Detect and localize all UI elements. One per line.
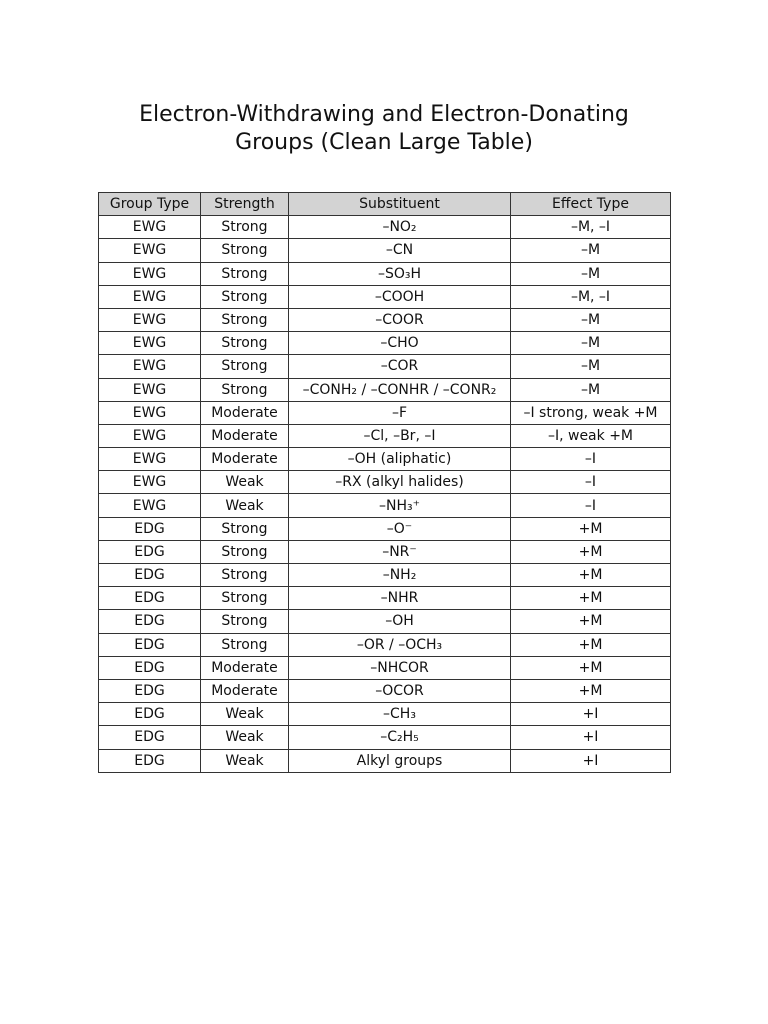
cell-effect-type: –M xyxy=(511,332,671,355)
cell-effect-type: +M xyxy=(511,633,671,656)
cell-substituent: –Cl, –Br, –I xyxy=(289,424,511,447)
table-row xyxy=(99,216,671,239)
cell-substituent: –OCOR xyxy=(289,679,511,702)
cell-strength: Weak xyxy=(201,494,289,517)
cell-strength: Moderate xyxy=(201,424,289,447)
cell-effect-type: +M xyxy=(511,679,671,702)
cell-group-type: EDG xyxy=(99,633,201,656)
cell-group-type: EDG xyxy=(99,726,201,749)
table-row xyxy=(99,703,671,726)
cell-group-type: EWG xyxy=(99,285,201,308)
cell-substituent: –NH₂ xyxy=(289,564,511,587)
cell-effect-type: +M xyxy=(511,656,671,679)
cell-substituent: –NHCOR xyxy=(289,656,511,679)
cell-strength: Strong xyxy=(201,285,289,308)
cell-substituent: –RX (alkyl halides) xyxy=(289,471,511,494)
cell-group-type: EWG xyxy=(99,448,201,471)
cell-group-type: EDG xyxy=(99,564,201,587)
table-row xyxy=(99,471,671,494)
cell-substituent: –NR⁻ xyxy=(289,540,511,563)
cell-effect-type: +M xyxy=(511,517,671,540)
cell-substituent: –F xyxy=(289,401,511,424)
cell-effect-type: –I, weak +M xyxy=(511,424,671,447)
cell-effect-type: +M xyxy=(511,587,671,610)
cell-substituent: –O⁻ xyxy=(289,517,511,540)
cell-effect-type: –I xyxy=(511,494,671,517)
table-row xyxy=(99,332,671,355)
cell-strength: Strong xyxy=(201,587,289,610)
cell-substituent: –C₂H₅ xyxy=(289,726,511,749)
table-row xyxy=(99,726,671,749)
cell-strength: Weak xyxy=(201,703,289,726)
cell-substituent: Alkyl groups xyxy=(289,749,511,772)
cell-group-type: EDG xyxy=(99,610,201,633)
cell-strength: Moderate xyxy=(201,448,289,471)
cell-effect-type: –M xyxy=(511,355,671,378)
cell-strength: Strong xyxy=(201,216,289,239)
cell-substituent: –COR xyxy=(289,355,511,378)
table-row xyxy=(99,424,671,447)
cell-substituent: –CH₃ xyxy=(289,703,511,726)
table-row xyxy=(99,308,671,331)
cell-effect-type: +M xyxy=(511,564,671,587)
cell-substituent: –SO₃H xyxy=(289,262,511,285)
cell-substituent: –NH₃⁺ xyxy=(289,494,511,517)
header-row xyxy=(99,193,671,216)
cell-strength: Moderate xyxy=(201,401,289,424)
table-row xyxy=(99,587,671,610)
cell-strength: Weak xyxy=(201,749,289,772)
table-row xyxy=(99,285,671,308)
cell-substituent: –CONH₂ / –CONHR / –CONR₂ xyxy=(289,378,511,401)
cell-group-type: EWG xyxy=(99,378,201,401)
column-header-group-type: Group Type xyxy=(99,193,201,216)
cell-strength: Strong xyxy=(201,610,289,633)
cell-group-type: EDG xyxy=(99,656,201,679)
cell-substituent: –COOR xyxy=(289,308,511,331)
table-row xyxy=(99,564,671,587)
cell-group-type: EWG xyxy=(99,262,201,285)
cell-effect-type: –I strong, weak +M xyxy=(511,401,671,424)
cell-group-type: EWG xyxy=(99,332,201,355)
cell-group-type: EDG xyxy=(99,679,201,702)
cell-group-type: EWG xyxy=(99,308,201,331)
cell-strength: Strong xyxy=(201,517,289,540)
table-body xyxy=(99,216,671,773)
cell-strength: Strong xyxy=(201,564,289,587)
table-row xyxy=(99,633,671,656)
table-row xyxy=(99,494,671,517)
cell-strength: Strong xyxy=(201,332,289,355)
cell-effect-type: +M xyxy=(511,540,671,563)
cell-substituent: –OR / –OCH₃ xyxy=(289,633,511,656)
cell-substituent: –NO₂ xyxy=(289,216,511,239)
table-row xyxy=(99,610,671,633)
cell-strength: Moderate xyxy=(201,656,289,679)
cell-effect-type: –M, –I xyxy=(511,216,671,239)
cell-effect-type: +I xyxy=(511,726,671,749)
cell-strength: Strong xyxy=(201,633,289,656)
table-row xyxy=(99,401,671,424)
cell-effect-type: +M xyxy=(511,610,671,633)
cell-substituent: –COOH xyxy=(289,285,511,308)
page-title-line-1: Electron-Withdrawing and Electron-Donating xyxy=(139,102,629,127)
cell-strength: Strong xyxy=(201,540,289,563)
cell-group-type: EWG xyxy=(99,355,201,378)
cell-substituent: –OH xyxy=(289,610,511,633)
cell-group-type: EDG xyxy=(99,517,201,540)
cell-strength: Strong xyxy=(201,262,289,285)
cell-group-type: EWG xyxy=(99,471,201,494)
table-row xyxy=(99,448,671,471)
cell-effect-type: –I xyxy=(511,471,671,494)
cell-strength: Strong xyxy=(201,308,289,331)
cell-strength: Strong xyxy=(201,355,289,378)
table-row xyxy=(99,540,671,563)
cell-effect-type: –M xyxy=(511,378,671,401)
cell-effect-type: +I xyxy=(511,703,671,726)
cell-strength: Weak xyxy=(201,471,289,494)
page-title xyxy=(0,101,768,157)
cell-strength: Weak xyxy=(201,726,289,749)
cell-group-type: EWG xyxy=(99,216,201,239)
table-row xyxy=(99,656,671,679)
column-header-effect-type: Effect Type xyxy=(511,193,671,216)
cell-group-type: EDG xyxy=(99,703,201,726)
cell-group-type: EDG xyxy=(99,587,201,610)
table-row xyxy=(99,749,671,772)
cell-strength: Strong xyxy=(201,378,289,401)
cell-group-type: EWG xyxy=(99,401,201,424)
cell-group-type: EWG xyxy=(99,424,201,447)
cell-effect-type: –M, –I xyxy=(511,285,671,308)
table-row xyxy=(99,517,671,540)
cell-strength: Strong xyxy=(201,239,289,262)
table-row xyxy=(99,679,671,702)
table-header xyxy=(99,193,671,216)
column-header-strength: Strength xyxy=(201,193,289,216)
cell-group-type: EWG xyxy=(99,494,201,517)
column-header-substituent: Substituent xyxy=(289,193,511,216)
cell-effect-type: +I xyxy=(511,749,671,772)
cell-effect-type: –M xyxy=(511,262,671,285)
cell-group-type: EDG xyxy=(99,540,201,563)
cell-strength: Moderate xyxy=(201,679,289,702)
cell-group-type: EWG xyxy=(99,239,201,262)
cell-substituent: –NHR xyxy=(289,587,511,610)
cell-group-type: EDG xyxy=(99,749,201,772)
cell-substituent: –CN xyxy=(289,239,511,262)
page-title-line-2: Groups (Clean Large Table) xyxy=(235,130,533,155)
cell-effect-type: –M xyxy=(511,239,671,262)
substituent-table xyxy=(98,192,671,773)
cell-effect-type: –M xyxy=(511,308,671,331)
table-row xyxy=(99,378,671,401)
table-row xyxy=(99,355,671,378)
cell-substituent: –CHO xyxy=(289,332,511,355)
cell-substituent: –OH (aliphatic) xyxy=(289,448,511,471)
cell-effect-type: –I xyxy=(511,448,671,471)
table-row xyxy=(99,239,671,262)
table-row xyxy=(99,262,671,285)
